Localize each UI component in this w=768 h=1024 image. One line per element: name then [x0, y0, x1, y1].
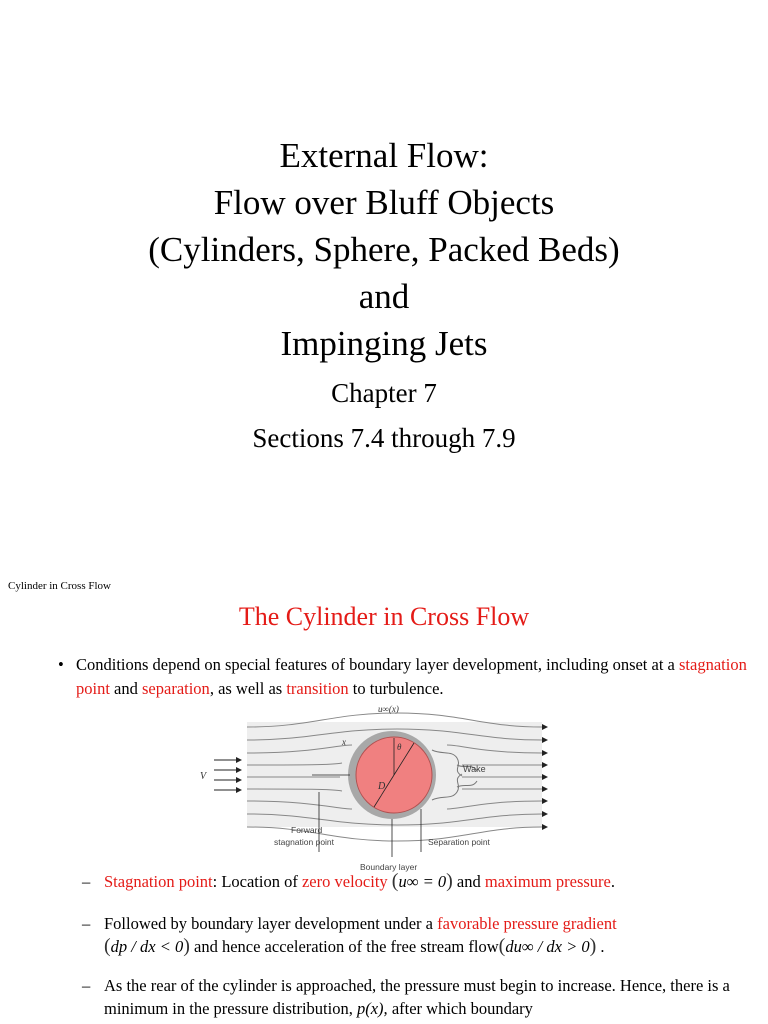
slide-title	[0, 132, 768, 367]
dash-icon: –	[82, 914, 91, 933]
boundary-layer-label: Boundary layer	[360, 862, 418, 872]
theta-label: θ	[397, 742, 402, 752]
wake-label: Wake	[463, 764, 486, 774]
slide-heading: The Cylinder in Cross Flow	[238, 602, 530, 631]
sub-bullet-text: As the rear of the cylinder is approached, the pressure must begin to increase. Hence, there is a minimum in the pressure distribution, p(x), after which boundary	[104, 976, 730, 1018]
title-line-2: Flow over Bluff Objects	[213, 183, 555, 222]
sub-bullet-text: Followed by boundary layer development under a favorable pressure gradient (dp / dx < 0) and hence acceleration of the free stream flow(du∞ / dx > 0) .	[104, 914, 617, 957]
dash-icon: –	[82, 872, 91, 891]
x-label: x	[342, 737, 346, 747]
title-line-4: and	[358, 277, 410, 316]
velocity-label: V	[200, 771, 207, 782]
title-line-3: (Cylinders, Sphere, Packed Beds)	[148, 230, 620, 269]
title-line-5: Impinging Jets	[280, 324, 488, 363]
separation-label: Separation point	[428, 837, 490, 847]
u-infinity-label: u∞(x)	[378, 705, 399, 714]
forward-label-1: Forward	[291, 825, 323, 835]
cylinder-slide	[0, 560, 768, 1024]
chapter-label: Chapter 7	[331, 378, 437, 408]
slide-label: Cylinder in Cross Flow	[8, 580, 111, 592]
title-line-1: External Flow:	[279, 136, 489, 175]
diameter-label: D	[378, 781, 386, 792]
dash-icon: –	[82, 976, 91, 995]
forward-label-2: stagnation point	[274, 837, 335, 847]
bullet-dot-icon: •	[58, 655, 64, 674]
bullet-text: Conditions depend on special features of boundary layer development, including onset at a stagnation point and separation, as well as transition to turbulence.	[76, 655, 747, 698]
sub-bullet-text: Stagnation point: Location of zero velocity (u∞ = 0) and maximum pressure.	[104, 870, 615, 892]
cylinder-flow-diagram	[192, 705, 552, 875]
sections-label: Sections 7.4 through 7.9	[252, 423, 516, 453]
